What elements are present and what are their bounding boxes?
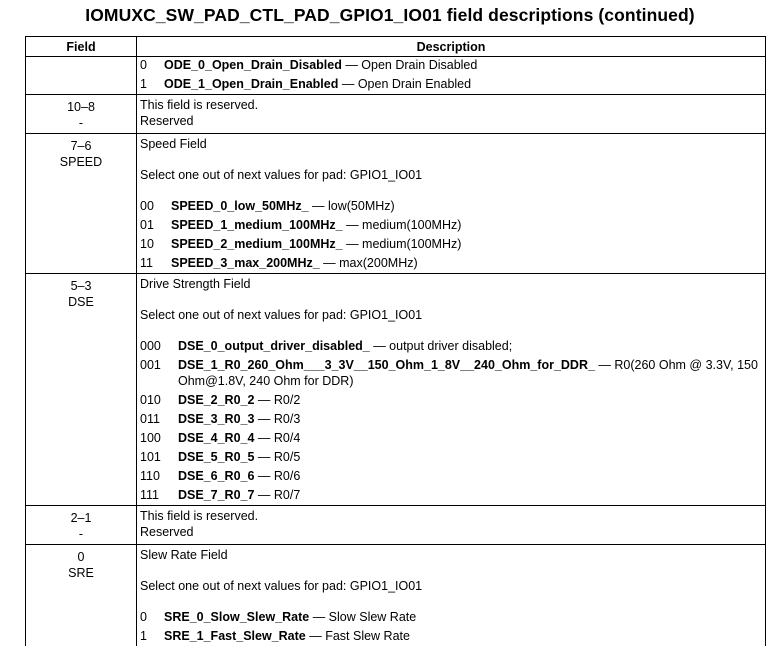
enum-name: SRE_0_Slow_Slew_Rate bbox=[164, 610, 310, 624]
enum-code: 1 bbox=[140, 629, 147, 643]
enum-name: SPEED_1_medium_100MHz_ bbox=[171, 218, 343, 232]
enum-value bbox=[140, 217, 762, 233]
enum-value bbox=[140, 628, 762, 644]
description-text: Reserved bbox=[140, 525, 194, 539]
description-cell bbox=[137, 506, 766, 545]
field-bits: 10–8 bbox=[67, 100, 95, 114]
enum-code: 0 bbox=[140, 58, 147, 72]
enum-value bbox=[140, 338, 762, 354]
field-cell bbox=[26, 95, 137, 134]
description-text: This field is reserved. bbox=[140, 509, 259, 523]
field-column-header: Field bbox=[26, 37, 137, 57]
enum-name: DSE_5_R0_5 bbox=[178, 450, 255, 464]
enum-value bbox=[140, 487, 762, 503]
enum-code: 000 bbox=[140, 339, 161, 353]
enum-code: 101 bbox=[140, 450, 161, 464]
enum-code: 010 bbox=[140, 393, 161, 407]
enum-desc: — Open Drain Disabled bbox=[341, 58, 478, 72]
table-row bbox=[26, 274, 766, 506]
enum-value bbox=[140, 255, 762, 271]
enum-value bbox=[140, 449, 762, 465]
description-cell bbox=[137, 274, 766, 506]
enum-desc: — R0/7 bbox=[254, 488, 301, 502]
enum-name: DSE_1_R0_260_Ohm___3_3V__150_Ohm_1_8V__240_Ohm_for_DDR_ bbox=[178, 358, 595, 372]
enum-desc: — R0/4 bbox=[254, 431, 301, 445]
enum-desc: — output driver disabled; bbox=[369, 339, 513, 353]
description-cell bbox=[137, 545, 766, 647]
field-cell bbox=[26, 57, 137, 95]
field-bits: 2–1 bbox=[70, 511, 92, 525]
enum-name: SPEED_3_max_200MHz_ bbox=[171, 256, 320, 270]
description-text: Speed Field bbox=[140, 137, 207, 151]
page-title: IOMUXC_SW_PAD_CTL_PAD_GPIO1_IO01 field descriptions (continued) bbox=[85, 5, 695, 25]
field-name: - bbox=[78, 116, 84, 130]
field-cell bbox=[26, 134, 137, 274]
table-row bbox=[26, 545, 766, 647]
field-name: DSE bbox=[68, 295, 94, 309]
enum-code: 110 bbox=[140, 469, 160, 483]
enum-value bbox=[140, 76, 762, 92]
enum-value bbox=[140, 236, 762, 252]
field-name: SPEED bbox=[59, 155, 103, 169]
enum-name: DSE_0_output_driver_disabled_ bbox=[178, 339, 370, 353]
enum-desc: — medium(100MHz) bbox=[342, 218, 462, 232]
enum-name: DSE_7_R0_7 bbox=[178, 488, 255, 502]
enum-code: 100 bbox=[140, 431, 161, 445]
field-name: SRE bbox=[68, 566, 94, 580]
field-cell bbox=[26, 506, 137, 545]
enum-value bbox=[140, 609, 762, 625]
enum-desc: — Open Drain Enabled bbox=[338, 77, 472, 91]
enum-value bbox=[140, 430, 762, 446]
table-row bbox=[26, 506, 766, 545]
enum-name: DSE_2_R0_2 bbox=[178, 393, 255, 407]
enum-code: 01 bbox=[140, 218, 154, 232]
enum-desc: — R0(260 Ohm @ 3.3V, 150 Ohm@1.8V, 240 Ohm for DDR) bbox=[178, 358, 758, 388]
description-text: Drive Strength Field bbox=[140, 277, 251, 291]
enum-desc: — R0/6 bbox=[254, 469, 301, 483]
field-cell bbox=[26, 274, 137, 506]
description-text: Reserved bbox=[140, 114, 194, 128]
enum-desc: — R0/2 bbox=[254, 393, 301, 407]
enum-name: DSE_4_R0_4 bbox=[178, 431, 255, 445]
enum-code: 011 bbox=[140, 412, 160, 426]
enum-value bbox=[140, 392, 762, 408]
description-cell bbox=[137, 57, 766, 95]
table-header-row bbox=[26, 37, 766, 57]
description-text: This field is reserved. bbox=[140, 98, 259, 112]
table-row bbox=[26, 95, 766, 134]
enum-code: 11 bbox=[140, 256, 153, 270]
description-text: Select one out of next values for pad: GPIO1_IO01 bbox=[140, 168, 423, 182]
enum-code: 0 bbox=[140, 610, 147, 624]
enum-code: 001 bbox=[140, 358, 161, 372]
enum-code: 1 bbox=[140, 77, 147, 91]
table-row bbox=[26, 134, 766, 274]
enum-desc: — Fast Slew Rate bbox=[305, 629, 410, 643]
field-bits: 5–3 bbox=[70, 279, 92, 293]
enum-value bbox=[140, 357, 762, 389]
field-descriptions-table bbox=[25, 36, 766, 646]
description-column-header: Description bbox=[137, 37, 766, 57]
enum-desc: — low(50MHz) bbox=[308, 199, 395, 213]
enum-desc: — Slow Slew Rate bbox=[309, 610, 417, 624]
enum-code: 10 bbox=[140, 237, 154, 251]
description-cell bbox=[137, 95, 766, 134]
enum-value bbox=[140, 57, 762, 73]
table-row bbox=[26, 57, 766, 95]
field-cell bbox=[26, 545, 137, 647]
description-text: Slew Rate Field bbox=[140, 548, 228, 562]
enum-desc: — max(200MHz) bbox=[319, 256, 418, 270]
enum-name: SPEED_2_medium_100MHz_ bbox=[171, 237, 343, 251]
enum-value bbox=[140, 198, 762, 214]
description-text: Select one out of next values for pad: GPIO1_IO01 bbox=[140, 579, 423, 593]
enum-name: ODE_1_Open_Drain_Enabled bbox=[164, 77, 339, 91]
enum-name: DSE_3_R0_3 bbox=[178, 412, 255, 426]
enum-name: SRE_1_Fast_Slew_Rate bbox=[164, 629, 306, 643]
enum-value bbox=[140, 411, 762, 427]
field-bits: 0 bbox=[77, 550, 85, 564]
description-text: Select one out of next values for pad: GPIO1_IO01 bbox=[140, 308, 423, 322]
description-cell bbox=[137, 134, 766, 274]
enum-code: 111 bbox=[140, 488, 160, 502]
enum-desc: — R0/3 bbox=[254, 412, 301, 426]
enum-code: 00 bbox=[140, 199, 154, 213]
enum-name: ODE_0_Open_Drain_Disabled bbox=[164, 58, 342, 72]
field-bits: 7–6 bbox=[70, 139, 92, 153]
enum-desc: — R0/5 bbox=[254, 450, 301, 464]
field-name: - bbox=[78, 527, 84, 541]
enum-name: SPEED_0_low_50MHz_ bbox=[171, 199, 309, 213]
enum-value bbox=[140, 468, 762, 484]
enum-name: DSE_6_R0_6 bbox=[178, 469, 255, 483]
enum-desc: — medium(100MHz) bbox=[342, 237, 462, 251]
